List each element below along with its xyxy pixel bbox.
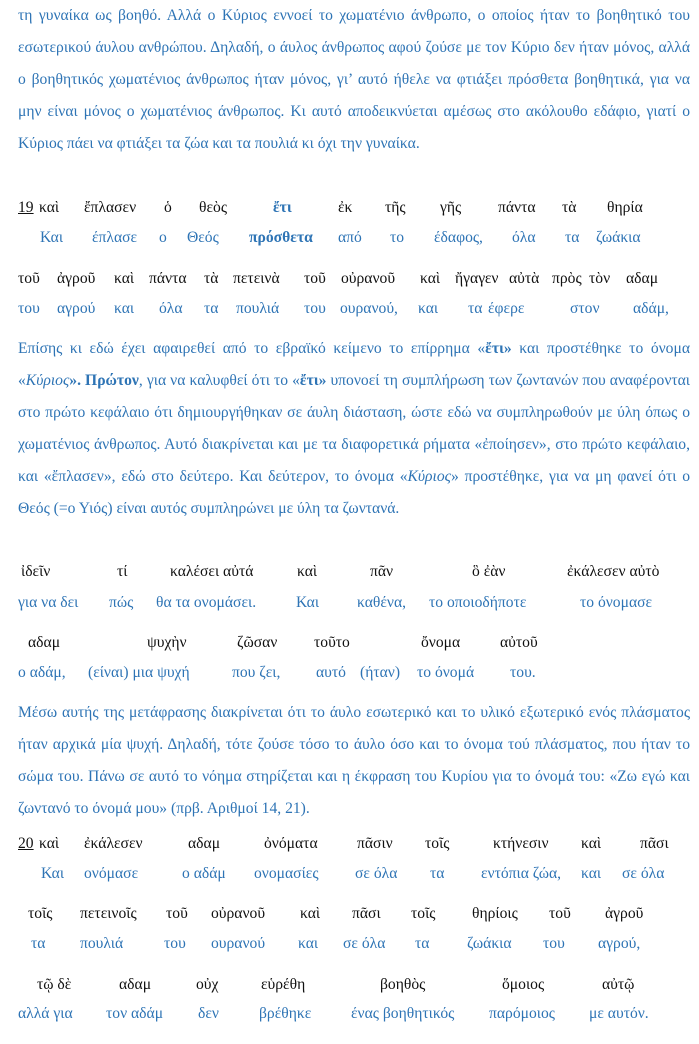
- greek-word: αδαμ: [188, 835, 221, 852]
- translation-word: που ζει,: [232, 664, 281, 681]
- greek-word: θηρία: [607, 199, 643, 216]
- translation-word: τα: [430, 865, 445, 882]
- greek-word: οὐρανοῦ: [341, 270, 396, 287]
- greek-word: ἀγροῦ: [605, 905, 644, 922]
- verse-number-20: 20: [18, 835, 34, 852]
- greek-word: καὶ: [114, 270, 135, 287]
- p2-text: , για να καλυφθεί ότι το «: [138, 372, 300, 389]
- verse-19-greek-line-2: [18, 270, 690, 290]
- greek-word: ὀνόματα: [264, 835, 318, 852]
- greek-word: αὐτοῦ: [500, 634, 538, 651]
- translation-word: το: [390, 229, 405, 246]
- translation-word: Και: [41, 865, 65, 882]
- p2-kyrios: Κύριος: [25, 372, 70, 389]
- translation-word: ένας βοηθητικός: [351, 1005, 455, 1022]
- translation-word: αλλά για: [18, 1005, 73, 1022]
- greek-word: πάντα: [149, 270, 187, 287]
- translation-word: του: [543, 935, 565, 952]
- translation-word: το όνομά: [417, 664, 475, 681]
- greek-word: τοῦτο: [314, 634, 350, 651]
- verse-20-translation-line-3: [18, 1005, 690, 1025]
- greek-word: ὃ ἐὰν: [472, 563, 506, 580]
- greek-word: τί: [117, 563, 128, 580]
- translation-word: πώς: [109, 594, 134, 611]
- greek-word: αὐτὰ: [509, 270, 540, 287]
- greek-word: καὶ: [39, 199, 60, 216]
- translation-word: πουλιά: [80, 935, 124, 952]
- greek-word: τὸν: [589, 270, 611, 287]
- translation-word: αδάμ,: [633, 300, 669, 317]
- verse-20-greek-line-1: [18, 835, 690, 855]
- translation-word: (είναι) μια ψυχή: [88, 664, 190, 681]
- greek-word: καὶ: [297, 563, 318, 580]
- greek-word: ζῶσαν: [237, 634, 278, 651]
- verse-number-19: 19: [18, 199, 34, 216]
- greek-word: καὶ: [300, 905, 321, 922]
- commentary-paragraph-1: τη γυναίκα ως βοηθό. Αλλά ο Κύριος εννοεί το χωματένιο άνθρωπο, ο οποίος ήταν το βοηθητικό του εσωτερικού άυλου ανθρώπου. Δηλαδή, ο άυλος άνθρωπος αφού ζούσε με τον Κύριο δεν ήταν μόνος, αλλά ο βοηθητικός χωματένιος άνθρωπος ήταν μόνος, γι’ αυτό ήθελε να φτιάξει πρόσθετα βοηθητικά, για να μην είναι μόνος ο χωματένιος άνθρωπος. Κι αυτό αποδεικνύεται αμέσως στο ακόλουθο εδάφιο, γιατί ο Κύριος πάει να φτιάξει τα ζώα και τα πουλιά κι όχι την γυναίκα.: [18, 7, 690, 152]
- greek-word: ἰδεῖν: [21, 563, 51, 580]
- greek-word: τὰ: [204, 270, 219, 287]
- translation-word: τα: [415, 935, 430, 952]
- translation-word: από: [338, 229, 362, 246]
- verse-19-translation-line-1: [18, 229, 690, 249]
- translation-word: ο αδάμ,: [18, 664, 66, 681]
- greek-word: καὶ: [581, 835, 602, 852]
- translation-word: (ήταν): [360, 664, 401, 681]
- translation-word: ζωάκια: [467, 935, 512, 952]
- translation-word: και: [298, 935, 319, 952]
- greek-word: οὐρανοῦ: [211, 905, 266, 922]
- translation-word: δεν: [198, 1005, 219, 1022]
- verse-20-translation-line-1: [18, 865, 690, 885]
- verse-19b-greek-line-2: [18, 634, 690, 654]
- translation-word: και: [581, 865, 602, 882]
- translation-word: έπλασε: [92, 229, 138, 246]
- translation-word: τα: [468, 300, 483, 317]
- greek-word: εὑρέθη: [261, 976, 306, 993]
- translation-word: όλα: [512, 229, 536, 246]
- greek-word: τοῦ: [18, 270, 40, 287]
- translation-word: πουλιά: [236, 300, 280, 317]
- greek-word: αδαμ: [28, 634, 61, 651]
- translation-word: τα: [204, 300, 219, 317]
- greek-word: ὄνομα: [421, 634, 461, 651]
- verse-19b-translation-line-2: [18, 664, 690, 684]
- greek-word: πάντα: [498, 199, 536, 216]
- greek-word: ἐκ: [338, 199, 353, 216]
- translation-word: και: [114, 300, 135, 317]
- translation-word: παρόμοιος: [489, 1005, 555, 1022]
- verse-19b-translation-line-1: [18, 594, 690, 614]
- greek-word: πᾶσι: [352, 905, 381, 922]
- translation-word-highlighted: πρόσθετα: [249, 229, 313, 246]
- translation-word: του: [304, 300, 326, 317]
- translation-word: σε όλα: [355, 865, 398, 882]
- translation-word: σε όλα: [343, 935, 386, 952]
- translation-word: Και: [40, 229, 64, 246]
- verse-20-greek-line-2: [18, 905, 690, 925]
- translation-word: του: [18, 300, 40, 317]
- translation-word: ονομασίες: [254, 865, 319, 882]
- greek-word: τοῖς: [28, 905, 53, 922]
- translation-word: στον: [570, 300, 600, 317]
- translation-word: για να δει: [18, 594, 79, 611]
- translation-word: θα τα ονομάσει.: [156, 594, 257, 611]
- greek-word: ψυχὴν: [147, 634, 187, 651]
- greek-word: καὶ: [420, 270, 441, 287]
- translation-word: και: [418, 300, 439, 317]
- greek-word: τοῦ: [549, 905, 571, 922]
- verse-19-greek-line-1: [18, 199, 690, 219]
- translation-word: βρέθηκε: [259, 1005, 312, 1022]
- greek-word: ἐκάλεσεν: [84, 835, 143, 852]
- verse-20-greek-line-3: [18, 976, 690, 996]
- greek-word: πετεινὰ: [233, 270, 280, 287]
- translation-word: ονόμασε: [84, 865, 139, 882]
- p2-text: και προστέθηκε το όνομα «: [18, 340, 690, 389]
- translation-word: αυτό: [316, 664, 346, 681]
- greek-word: θεὸς: [199, 199, 227, 216]
- greek-word: τοῖς: [425, 835, 450, 852]
- greek-word: τοῦ: [166, 905, 188, 922]
- translation-word: εντόπια ζώα,: [481, 865, 562, 882]
- p2-text: υπονοεί τη συμπλήρωση των ζωντανών που αναφέρονται στο πρώτο κεφάλαιο ότι δημιουργήθηκαν σε άυλη διάσταση, ώστε εδώ να συμπληρωθούν με ύλη όπως ο χωματένιος άνθρωπος. Αυτό διακρίνεται και με τα διαφορετικά ρήματα «ἐποίησεν», στο πρώτο κεφάλαιο, και «ἔπλασεν», εδώ στο δεύτερο. Και δεύτερον, το όνομα «: [18, 372, 690, 485]
- translation-word: όλα: [159, 300, 183, 317]
- translation-word: του.: [510, 664, 536, 681]
- p2-eti: ἔτι»: [299, 372, 327, 389]
- greek-word: πετεινοῖς: [80, 905, 137, 922]
- commentary-paragraph-3: Μέσω αυτής της μετάφρασης διακρίνεται ότι το άυλο εσωτερικό και το υλικό εξωτερικό ενός πλάσματος ήταν αρχικά μία ψυχή. Δηλαδή, τότε ζούσε τόσο το άυλο όσο και το όνομα τού πλάσματος, που ήταν το σώμα του. Πάνω σε αυτό το νόημα στηρίζεται και η έκφραση του Κυρίου για το όνομά του: «Ζω εγώ και ζωντανό το όνομά μου» (πρβ. Αριθμοί 14, 21).: [18, 704, 690, 817]
- translation-word: Θεός: [187, 229, 219, 246]
- greek-word: αδαμ: [626, 270, 659, 287]
- greek-word: κτήνεσιν: [493, 835, 549, 852]
- translation-word: του: [164, 935, 186, 952]
- greek-word: πᾶσιν: [357, 835, 393, 852]
- greek-word: βοηθὸς: [380, 976, 426, 993]
- p2-text: » προστέθηκε, για να μη φανεί ότι ο Θεός (=ο Υιός) είναι αυτός συμπληρώνει με ύλη τα ζωντανά.: [18, 468, 690, 517]
- greek-word-highlighted: ἔτι: [273, 199, 292, 216]
- commentary-paragraph-2: [18, 333, 690, 525]
- greek-word: καὶ: [39, 835, 60, 852]
- greek-word: ἐκάλεσεν αὐτὸ: [567, 563, 660, 580]
- greek-word: τῆς: [385, 199, 406, 216]
- p2-text-bold: ». Πρώτον: [69, 372, 139, 389]
- greek-word: πᾶσι: [640, 835, 669, 852]
- greek-word: οὐχ: [196, 976, 219, 993]
- greek-word: τῷ δὲ: [37, 976, 72, 993]
- p2-eti: ἔτι»: [485, 340, 512, 357]
- translation-word: ο αδάμ: [182, 865, 226, 882]
- translation-word: Και: [296, 594, 320, 611]
- translation-word: σε όλα: [622, 865, 665, 882]
- greek-word: ἔπλασεν: [84, 199, 137, 216]
- translation-word: αγρού: [57, 300, 96, 317]
- greek-word: αδαμ: [119, 976, 152, 993]
- greek-word: θηρίοις: [472, 905, 518, 922]
- greek-word: ἀγροῦ: [57, 270, 96, 287]
- translation-word: έφερε: [488, 300, 525, 317]
- translation-word: τον αδάμ: [106, 1005, 164, 1022]
- greek-word: τὰ: [562, 199, 577, 216]
- verse-19-translation-line-2: [18, 300, 690, 320]
- greek-word: τοῖς: [411, 905, 436, 922]
- translation-word: τα: [565, 229, 580, 246]
- p2-text: Επίσης κι εδώ έχει αφαιρεθεί από το εβραϊκό κείμενο το επίρρημα «: [18, 340, 486, 357]
- translation-word: τα: [31, 935, 46, 952]
- greek-word: αὐτῷ: [602, 976, 635, 993]
- translation-word: ζωάκια: [596, 229, 641, 246]
- translation-word: ο: [159, 229, 167, 246]
- translation-word: έδαφος,: [434, 229, 483, 246]
- translation-word: ουρανού,: [340, 300, 398, 317]
- translation-word: το οποιοδήποτε: [429, 594, 527, 611]
- greek-word: πρὸς: [552, 270, 582, 287]
- greek-word: ὅμοιος: [502, 976, 545, 993]
- greek-word: γῆς: [440, 199, 462, 216]
- greek-word: πᾶν: [370, 563, 394, 580]
- translation-word: το όνομασε: [580, 594, 653, 611]
- greek-word: ἤγαγεν: [455, 270, 499, 287]
- translation-word: καθένα,: [357, 594, 407, 611]
- translation-word: αγρού,: [598, 935, 641, 952]
- p2-kyrios: Κύριος: [407, 468, 451, 485]
- verse-19b-greek-line-1: [18, 563, 690, 583]
- translation-word: ουρανού: [211, 935, 266, 952]
- translation-word: με αυτόν.: [589, 1005, 649, 1022]
- greek-word: καλέσει αὐτά: [170, 563, 254, 580]
- verse-20-translation-line-2: [18, 935, 690, 955]
- greek-word: ὁ: [164, 199, 172, 216]
- greek-word: τοῦ: [304, 270, 326, 287]
